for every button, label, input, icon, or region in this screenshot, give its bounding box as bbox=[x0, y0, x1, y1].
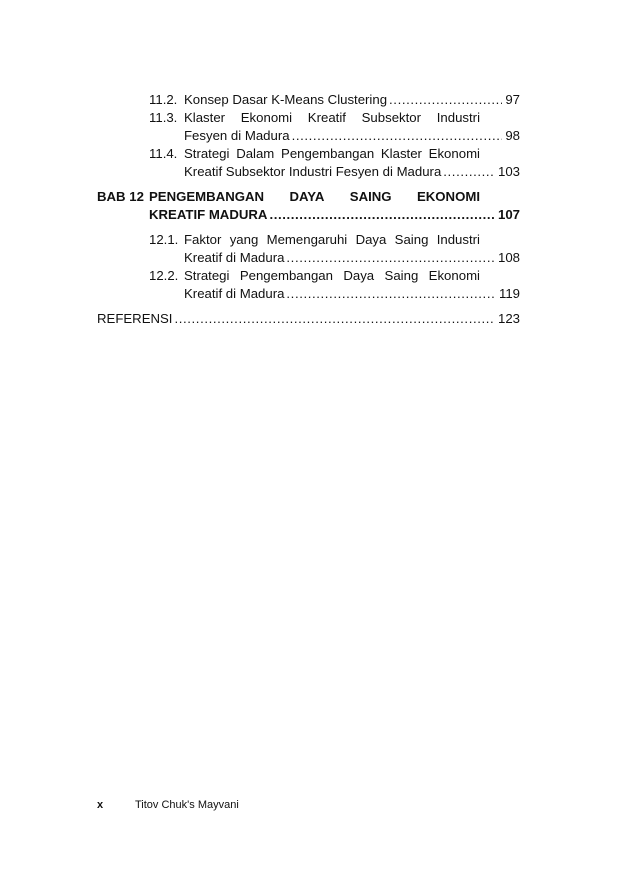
toc-word: Klaster bbox=[380, 146, 422, 161]
footer-author: Titov Chuk's Mayvani bbox=[135, 799, 239, 811]
toc-word: yang bbox=[229, 232, 259, 247]
toc-entry-12-1[interactable] bbox=[184, 249, 520, 267]
toc-11-2-title: Konsep Dasar K-Means Clustering bbox=[184, 92, 388, 107]
toc-word: DAYA bbox=[289, 189, 325, 204]
toc-12-2-number: 12.2. bbox=[149, 268, 179, 283]
toc-leader-dots bbox=[443, 163, 495, 181]
toc-11-4-number: 11.4. bbox=[149, 146, 178, 161]
toc-12-1-title-line1 bbox=[184, 231, 480, 249]
toc-word: Daya bbox=[355, 232, 387, 247]
toc-word: Ekonomi bbox=[428, 268, 480, 283]
toc-word: Pengembangan bbox=[239, 268, 333, 283]
toc-12-2-page: 119 bbox=[498, 286, 520, 301]
toc-entry-referensi[interactable] bbox=[97, 310, 520, 328]
toc-referensi-page: 123 bbox=[497, 311, 520, 326]
toc-referensi-title: REFERENSI bbox=[97, 311, 173, 326]
toc-leader-dots bbox=[174, 310, 495, 328]
toc-12-2-title-line1 bbox=[184, 267, 480, 285]
toc-11-2-number: 11.2. bbox=[149, 92, 178, 107]
toc-bab-12-label: BAB 12 bbox=[97, 189, 144, 204]
toc-entry-11-3[interactable] bbox=[184, 127, 520, 145]
toc-word: Saing bbox=[384, 268, 419, 283]
toc-word: Industri bbox=[436, 110, 480, 125]
toc-11-4-page: 103 bbox=[497, 164, 520, 179]
toc-12-2-title-line2: Kreatif di Madura bbox=[184, 286, 285, 301]
toc-11-3-title-line1 bbox=[184, 109, 480, 127]
footer-page-number: x bbox=[97, 799, 104, 811]
toc-word: Saing bbox=[394, 232, 429, 247]
toc-12-1-page: 108 bbox=[497, 250, 520, 265]
toc-12-1-number: 12.1. bbox=[149, 232, 179, 247]
toc-11-4-title-line2: Kreatif Subsektor Industri Fesyen di Madura bbox=[184, 164, 442, 179]
toc-word: Ekonomi bbox=[428, 146, 480, 161]
toc-word: Dalam bbox=[236, 146, 275, 161]
toc-leader-dots bbox=[286, 249, 495, 267]
toc-11-4-title-line1 bbox=[184, 145, 480, 163]
toc-entry-11-2[interactable] bbox=[184, 91, 520, 109]
toc-word: Pengembangan bbox=[281, 146, 375, 161]
toc-entry-bab-12[interactable] bbox=[149, 206, 520, 224]
toc-leader-dots bbox=[389, 91, 502, 109]
toc-word: Industri bbox=[436, 232, 480, 247]
toc-bab-12-title-line1 bbox=[149, 188, 480, 206]
toc-word: SAING bbox=[349, 189, 392, 204]
toc-word: PENGEMBANGAN bbox=[149, 189, 265, 204]
toc-word: Subsektor bbox=[361, 110, 422, 125]
toc-word: Klaster bbox=[184, 110, 226, 125]
toc-leader-dots bbox=[292, 127, 503, 145]
toc-word: EKONOMI bbox=[416, 189, 480, 204]
toc-word: Ekonomi bbox=[240, 110, 293, 125]
toc-bab-12-page: 107 bbox=[497, 207, 520, 222]
toc-11-3-page: 98 bbox=[505, 128, 520, 143]
toc-word: Strategi bbox=[184, 268, 230, 283]
toc-word: Faktor bbox=[184, 232, 222, 247]
toc-leader-dots bbox=[269, 206, 495, 224]
toc-word: Strategi bbox=[184, 146, 230, 161]
toc-word: Daya bbox=[343, 268, 375, 283]
toc-11-2-page: 97 bbox=[505, 92, 520, 107]
toc-entry-11-4[interactable] bbox=[184, 163, 520, 181]
toc-12-1-title-line2: Kreatif di Madura bbox=[184, 250, 285, 265]
toc-11-3-title-line2: Fesyen di Madura bbox=[184, 128, 290, 143]
toc-word: Kreatif bbox=[307, 110, 346, 125]
toc-word: Memengaruhi bbox=[266, 232, 348, 247]
toc-leader-dots bbox=[286, 285, 496, 303]
toc-11-3-number: 11.3. bbox=[149, 110, 178, 125]
toc-bab-12-title-line2: KREATIF MADURA bbox=[149, 207, 268, 222]
toc-entry-12-2[interactable] bbox=[184, 285, 520, 303]
